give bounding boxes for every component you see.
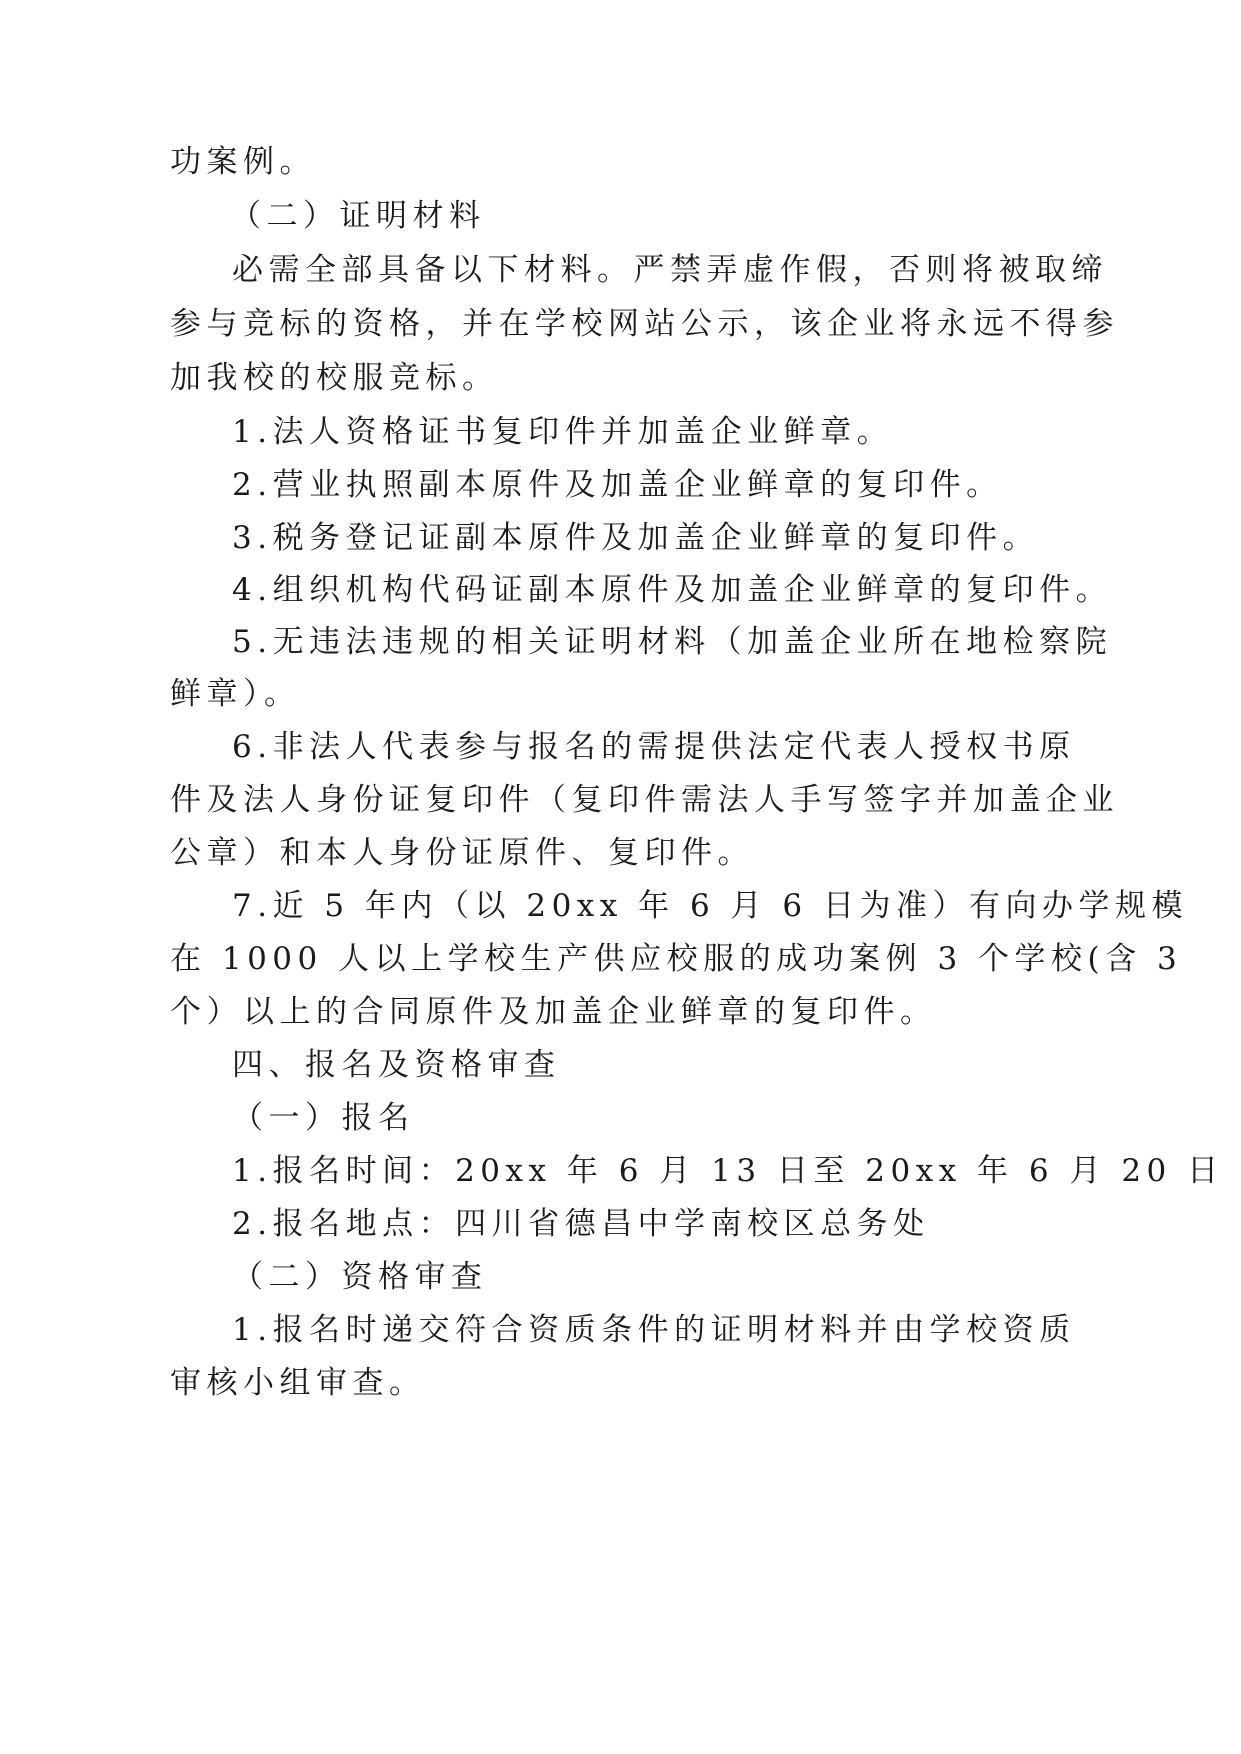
text-line: 公章）和本人身份证原件、复印件。 xyxy=(170,835,754,871)
list-item: 1.报名时间：20xx 年 6 月 13 日至 20xx 年 6 月 20 日 xyxy=(232,1153,1224,1189)
list-item: 2.营业执照副本原件及加盖企业鲜章的复印件。 xyxy=(232,467,1003,503)
text-line: 审核小组审查。 xyxy=(170,1365,426,1401)
section-heading: （二）证明材料 xyxy=(230,198,486,234)
text-line: 件及法人身份证复印件（复印件需法人手写签字并加盖企业 xyxy=(170,782,1119,818)
text-line: 加我校的校服竞标。 xyxy=(170,360,499,396)
section-heading: （一）报名 xyxy=(232,1100,415,1136)
text-line: 鲜章）。 xyxy=(170,676,301,712)
list-item: 5.无违法违规的相关证明材料（加盖企业所在地检察院 xyxy=(232,624,1113,660)
list-item: 1.法人资格证书复印件并加盖企业鲜章。 xyxy=(232,414,894,450)
text-line: 参与竞标的资格，并在学校网站公示，该企业将永远不得参 xyxy=(170,306,1119,342)
list-item: 2.报名地点：四川省德昌中学南校区总务处 xyxy=(232,1206,930,1242)
list-item: 3.税务登记证副本原件及加盖企业鲜章的复印件。 xyxy=(232,520,1040,556)
text-line: 在 1000 人以上学校生产供应校服的成功案例 3 个学校(含 3 xyxy=(170,941,1183,977)
text-line: 功案例。 xyxy=(170,144,316,180)
list-item: 1.报名时递交符合资质条件的证明材料并由学校资质 xyxy=(232,1312,1076,1348)
list-item: 7.近 5 年内（以 20xx 年 6 月 6 日为准）有向办学规模 xyxy=(232,888,1188,924)
list-item: 4.组织机构代码证副本原件及加盖企业鲜章的复印件。 xyxy=(232,572,1113,608)
list-item: 6.非法人代表参与报名的需提供法定代表人授权书原 xyxy=(232,729,1076,765)
section-heading: 四、报名及资格审查 xyxy=(232,1047,561,1083)
section-heading: （二）资格审查 xyxy=(232,1259,488,1295)
text-line: 必需全部具备以下材料。严禁弄虚作假，否则将被取缔 xyxy=(232,252,1108,288)
text-line: 个）以上的合同原件及加盖企业鲜章的复印件。 xyxy=(170,994,937,1030)
